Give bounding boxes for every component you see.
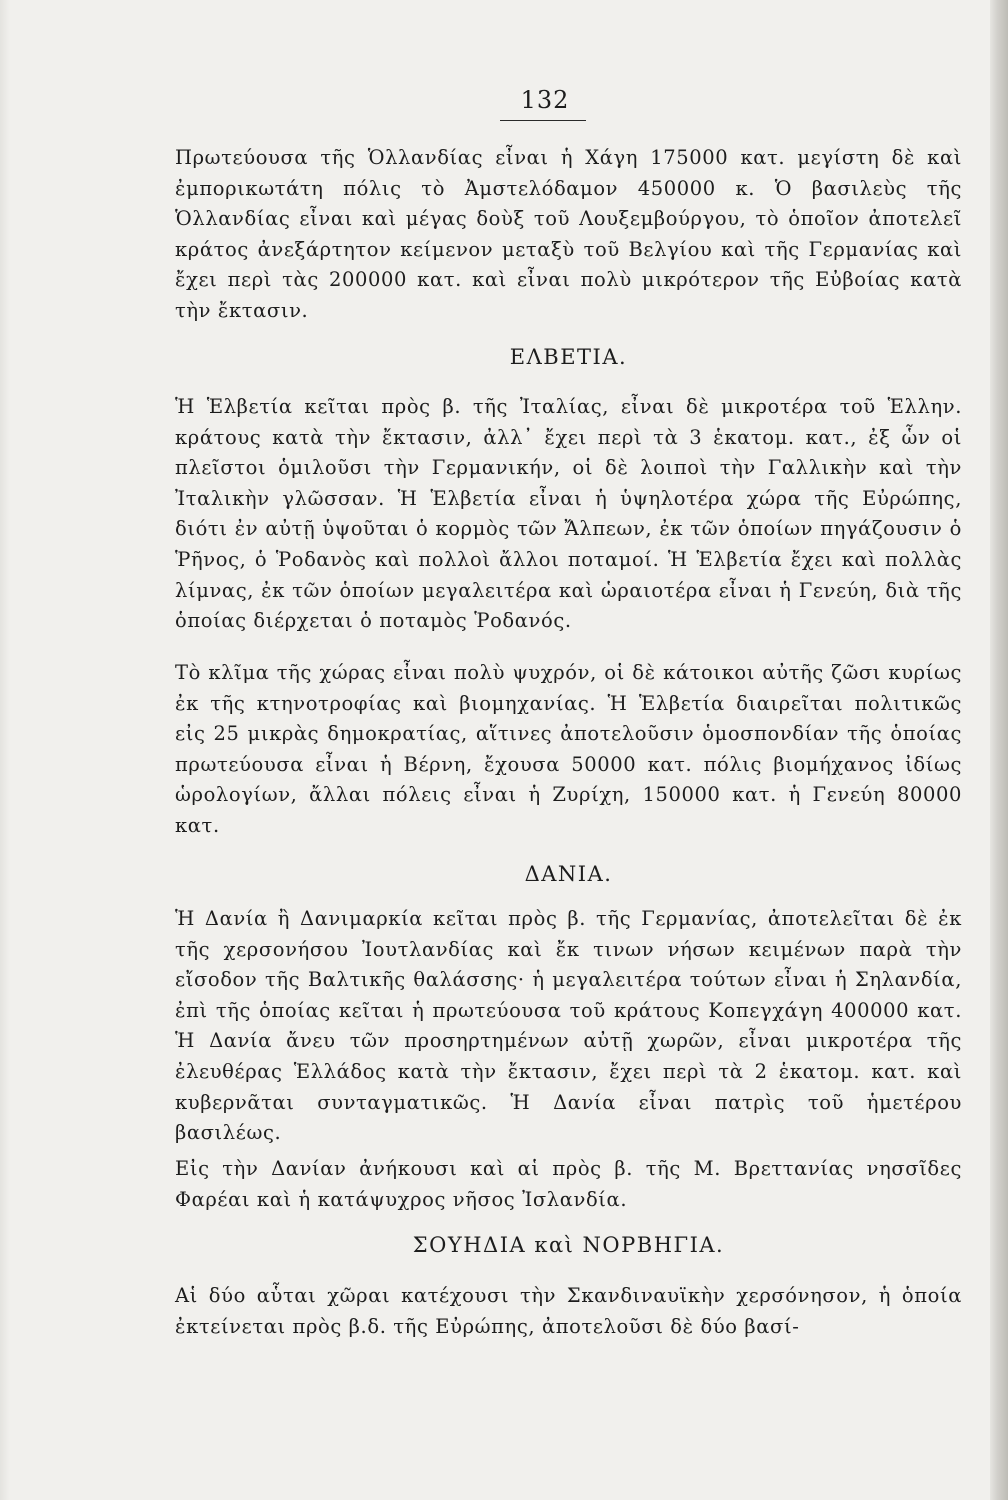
paragraph-scandinavia: Αἱ δύο αὗται χῶραι κατέχουσι τὴν Σκανδιναυϊκὴν χερσόνησον, ἡ ὁποία ἐκτείνεται πρὸς β.δ. τῆς Εὐρώπης, ἀποτελοῦσι δὲ δύο βασί- [175,1284,962,1338]
heading-switzerland: ΕΛΒΕΤΙΑ. [509,345,628,369]
page-number: 132 [520,86,570,114]
heading-denmark: ΔΑΝΙΑ. [524,862,613,886]
scan-left-edge [0,0,10,1500]
paragraph-denmark-islands: Εἰς τὴν Δανίαν ἀνήκουσι καὶ αἱ πρὸς β. τῆς Μ. Βρεττανίας νησσῖδες Φαρέαι καὶ ἡ κατάψυχρος νῆσος Ἰσλανδία. [175,1157,962,1211]
paragraph-switzerland-climate: Τὸ κλῖμα τῆς χώρας εἶναι πολὺ ψυχρόν, οἱ δὲ κάτοικοι αὐτῆς ζῶσι κυρίως ἐκ τῆς κτηνοτροφίας καὶ βιομηχανίας. Ἡ Ἑλβετία διαιρεῖται πολιτικῶς εἰς 25 μικρὰς δημοκρατίας, αἵτινες ἀποτελοῦσιν ὁμοσπονδίαν τῆς ὁποίας πρωτεύουσα εἶναι ἡ Βέρνη, ἔχουσα 50000 κατ. πόλις βιομήχανος ἰδίως ὡρολογίων, ἄλλαι πόλεις εἶναι ἡ Ζυρίχη, 150000 κατ. ἡ Γενεύη 80000 κατ. [175,661,962,837]
paragraph-switzerland-geography: Ἡ Ἑλβετία κεῖται πρὸς β. τῆς Ἰταλίας, εἶναι δὲ μικροτέρα τοῦ Ἑλλην. κράτους κατὰ τὴν ἔκτασιν, ἀλλ᾽ ἔχει περὶ τὰ 3 ἑκατομ. κατ., ἐξ ὧν οἱ πλεῖστοι ὁμιλοῦσι τὴν Γερμανικήν, οἱ δὲ λοιποὶ τὴν Γαλλικὴν καὶ τὴν Ἰταλικὴν γλῶσσαν. Ἡ Ἑλβετία εἶναι ἡ ὑψηλοτέρα χώρα τῆς Εὐρώπης, διότι ἐν αὐτῇ ὑψοῦται ὁ κορμὸς τῶν Ἄλπεων, ἐκ τῶν ὁποίων πηγάζουσιν ὁ Ῥῆνος, ὁ Ῥοδανὸς καὶ πολλοὶ ἄλλοι ποταμοί. Ἡ Ἑλβετία ἔχει καὶ πολλὰς λίμνας, ἐκ τῶν ὁποίων μεγαλειτέρα καὶ ὡραιοτέρα εἶναι ἡ Γενεύη, διὰ τῆς ὁποίας διέρχεται ὁ ποταμὸς Ῥοδανός. [175,395,962,633]
paragraph-denmark-geography: Ἡ Δανία ἢ Δανιμαρκία κεῖται πρὸς β. τῆς Γερμανίας, ἀποτελεῖται δὲ ἐκ τῆς χερσονήσου Ἰουτλανδίας καὶ ἔκ τινων νήσων κειμένων παρὰ τὴν εἴσοδον τῆς Βαλτικῆς θαλάσσης· ἡ μεγαλειτέρα τούτων εἶναι ἡ Σηλανδία, ἐπὶ τῆς ὁποίας κεῖται ἡ πρωτεύουσα τοῦ κράτους Κοπεγχάγη 400000 κατ. Ἡ Δανία ἄνευ τῶν προσηρτημένων αὐτῇ χωρῶν, εἶναι μικροτέρα τῆς ἐλευθέρας Ἑλλάδος κατὰ τὴν ἔκτασιν, ἔχει περὶ τὰ 2 ἑκατομ. κατ. καὶ κυβερνᾶται συνταγματικῶς. Ἡ Δανία εἶναι πατρὶς τοῦ ἡμετέρου βασιλέως. [175,907,962,1145]
page-number-rule [500,120,586,121]
heading-sweden-norway: ΣΟΥΗΔΙΑ καὶ ΝΟΡΒΗΓΙΑ. [412,1233,725,1257]
paragraph-holland-capital: Πρωτεύουσα τῆς Ὁλλανδίας εἶναι ἡ Χάγη 175000 κατ. μεγίστη δὲ καὶ ἐμπορικωτάτη πόλις τὸ Ἀμστελόδαμον 450000 κ. Ὁ βασιλεὺς τῆς Ὁλλανδίας εἶναι καὶ μέγας δοὺξ τοῦ Λουξεμβούργου, τὸ ὁποῖον ἀποτελεῖ κράτος ἀνεξάρτητον κείμενον μεταξὺ τοῦ Βελγίου καὶ τῆς Γερμανίας καὶ ἔχει περὶ τὰς 200000 κατ. καὶ εἶναι πολὺ μικρότερον τῆς Εὐβοίας κατὰ τὴν ἔκτασιν. [175,146,962,322]
scan-right-edge [990,0,1008,1500]
